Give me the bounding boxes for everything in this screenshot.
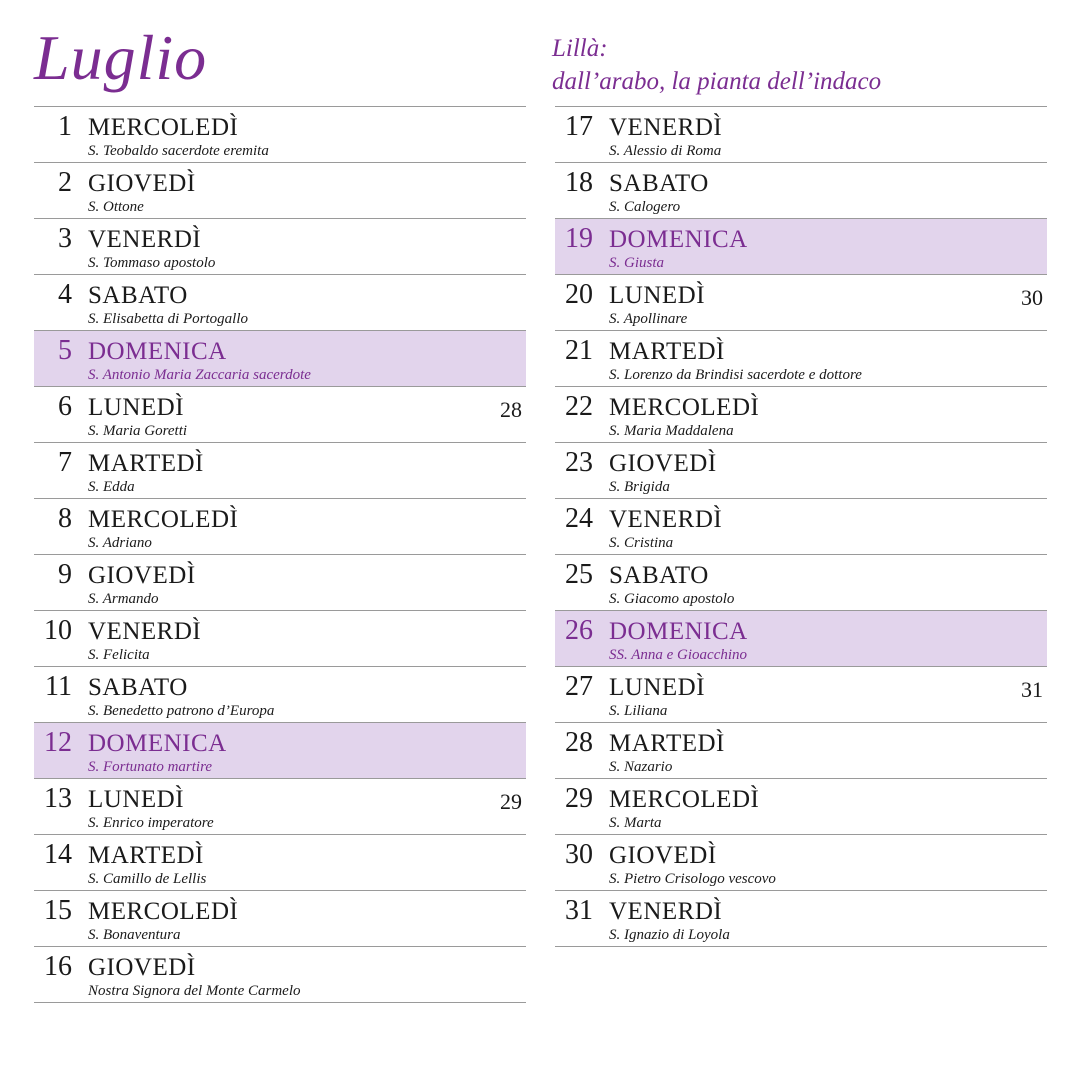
day-row — [555, 163, 1047, 219]
day-number: 4 — [58, 279, 72, 310]
weekday-name: SABATO — [609, 170, 709, 197]
day-number: 17 — [565, 111, 593, 142]
saint-name: S. Giusta — [609, 255, 665, 271]
weekday-name: DOMENICA — [88, 338, 227, 365]
month-title: Luglio — [34, 22, 208, 93]
weekday-name: DOMENICA — [609, 226, 748, 253]
weekday-name: GIOVEDÌ — [609, 842, 717, 869]
weekday-name: VENERDÌ — [88, 226, 202, 253]
day-row — [555, 107, 1047, 163]
day-number: 7 — [58, 447, 72, 478]
weekday-name: GIOVEDÌ — [88, 562, 196, 589]
weekday-name: VENERDÌ — [609, 506, 723, 533]
day-number: 24 — [565, 503, 593, 534]
day-number: 16 — [44, 951, 72, 982]
day-row — [555, 555, 1047, 611]
day-number: 28 — [565, 727, 593, 758]
day-number: 10 — [44, 615, 72, 646]
weekday-name: GIOVEDÌ — [88, 954, 196, 981]
saint-name: S. Apollinare — [609, 311, 688, 327]
day-number: 31 — [565, 895, 593, 926]
day-row — [555, 499, 1047, 555]
day-number: 22 — [565, 391, 593, 422]
saint-name: S. Adriano — [88, 535, 152, 551]
day-number: 3 — [58, 223, 72, 254]
weekday-name: DOMENICA — [609, 618, 748, 645]
day-row — [34, 779, 526, 835]
saint-name: S. Fortunato martire — [88, 759, 213, 775]
saint-name: S. Giacomo apostolo — [609, 591, 735, 607]
week-number: 29 — [500, 789, 522, 814]
weekday-name: VENERDÌ — [88, 618, 202, 645]
weekday-name: LUNEDÌ — [88, 786, 185, 813]
day-row — [555, 667, 1047, 723]
weekday-name: MERCOLEDÌ — [609, 786, 760, 813]
weekday-name: MARTEDÌ — [609, 338, 725, 365]
day-row — [555, 891, 1047, 947]
day-number: 21 — [565, 335, 593, 366]
saint-name: S. Enrico imperatore — [88, 815, 214, 831]
day-row — [34, 387, 526, 443]
saint-name: S. Edda — [88, 479, 135, 495]
day-number: 14 — [44, 839, 72, 870]
day-number: 19 — [565, 223, 593, 254]
saint-name: S. Cristina — [609, 535, 674, 551]
weekday-name: DOMENICA — [88, 730, 227, 757]
weekday-name: MERCOLEDÌ — [88, 898, 239, 925]
day-number: 18 — [565, 167, 593, 198]
saint-name: S. Calogero — [609, 199, 681, 215]
day-row — [555, 331, 1047, 387]
saint-name: Nostra Signora del Monte Carmelo — [88, 983, 301, 999]
day-number: 2 — [58, 167, 72, 198]
saint-name: S. Antonio Maria Zaccaria sacerdote — [88, 367, 311, 383]
day-number: 12 — [44, 727, 72, 758]
day-row — [34, 835, 526, 891]
weekday-name: SABATO — [88, 282, 188, 309]
day-row — [34, 443, 526, 499]
week-number: 31 — [1021, 677, 1043, 702]
saint-name: S. Ottone — [88, 199, 144, 215]
day-row-sunday — [555, 611, 1047, 667]
subtitle-line-1: Lillà: — [552, 35, 608, 62]
day-row — [34, 163, 526, 219]
saint-name: S. Nazario — [609, 759, 673, 775]
saint-name: S. Elisabetta di Portogallo — [88, 311, 248, 327]
weekday-name: VENERDÌ — [609, 114, 723, 141]
day-row — [555, 779, 1047, 835]
saint-name: S. Alessio di Roma — [609, 143, 722, 159]
saint-name: S. Maria Maddalena — [609, 423, 734, 439]
day-number: 23 — [565, 447, 593, 478]
day-number: 26 — [565, 615, 593, 646]
saint-name: S. Camillo de Lellis — [88, 871, 207, 887]
day-number: 6 — [58, 391, 72, 422]
left-day-list — [34, 106, 526, 1003]
subtitle — [552, 32, 881, 98]
saint-name: S. Felicita — [88, 647, 150, 663]
weekday-name: MERCOLEDÌ — [88, 506, 239, 533]
saint-name: S. Bonaventura — [88, 927, 181, 943]
saint-name: SS. Anna e Gioacchino — [609, 647, 748, 663]
weekday-name: GIOVEDÌ — [88, 170, 196, 197]
weekday-name: GIOVEDÌ — [609, 450, 717, 477]
weekday-name: LUNEDÌ — [88, 394, 185, 421]
week-number: 30 — [1021, 285, 1043, 310]
saint-name: S. Pietro Crisologo vescovo — [609, 871, 776, 887]
day-number: 5 — [58, 335, 72, 366]
weekday-name: LUNEDÌ — [609, 282, 706, 309]
saint-name: S. Armando — [88, 591, 159, 607]
saint-name: S. Lorenzo da Brindisi sacerdote e dottore — [609, 367, 862, 383]
day-number: 15 — [44, 895, 72, 926]
day-number: 20 — [565, 279, 593, 310]
day-number: 29 — [565, 783, 593, 814]
day-row — [34, 219, 526, 275]
day-number: 9 — [58, 559, 72, 590]
day-number: 13 — [44, 783, 72, 814]
day-row — [555, 275, 1047, 331]
weekday-name: MARTEDÌ — [88, 450, 204, 477]
right-day-list — [555, 106, 1047, 947]
day-row — [34, 891, 526, 947]
day-row — [34, 555, 526, 611]
subtitle-line-2: dall’arabo, la pianta dell’indaco — [552, 68, 882, 95]
day-row — [34, 275, 526, 331]
saint-name: S. Benedetto patrono d’Europa — [88, 703, 275, 719]
saint-name: S. Marta — [609, 815, 662, 831]
saint-name: S. Teobaldo sacerdote eremita — [88, 143, 269, 159]
day-number: 11 — [45, 671, 72, 702]
day-row — [34, 611, 526, 667]
weekday-name: MERCOLEDÌ — [88, 114, 239, 141]
day-row — [555, 723, 1047, 779]
day-row-sunday — [34, 723, 526, 779]
weekday-name: MARTEDÌ — [609, 730, 725, 757]
weekday-name: VENERDÌ — [609, 898, 723, 925]
saint-name: S. Tommaso apostolo — [88, 255, 216, 271]
weekday-name: MARTEDÌ — [88, 842, 204, 869]
weekday-name: LUNEDÌ — [609, 674, 706, 701]
day-number: 30 — [565, 839, 593, 870]
day-row — [34, 947, 526, 1003]
day-row — [555, 443, 1047, 499]
saint-name: S. Brigida — [609, 479, 670, 495]
day-row-sunday — [34, 331, 526, 387]
day-number: 8 — [58, 503, 72, 534]
day-number: 1 — [58, 111, 72, 142]
saint-name: S. Ignazio di Loyola — [609, 927, 730, 943]
weekday-name: SABATO — [88, 674, 188, 701]
saint-name: S. Liliana — [609, 703, 668, 719]
day-number: 25 — [565, 559, 593, 590]
day-row — [34, 107, 526, 163]
day-row — [555, 387, 1047, 443]
day-row — [555, 835, 1047, 891]
weekday-name: MERCOLEDÌ — [609, 394, 760, 421]
day-row — [34, 499, 526, 555]
day-number: 27 — [565, 671, 593, 702]
week-number: 28 — [500, 397, 522, 422]
saint-name: S. Maria Goretti — [88, 423, 188, 439]
weekday-name: SABATO — [609, 562, 709, 589]
day-row — [34, 667, 526, 723]
day-row-sunday — [555, 219, 1047, 275]
